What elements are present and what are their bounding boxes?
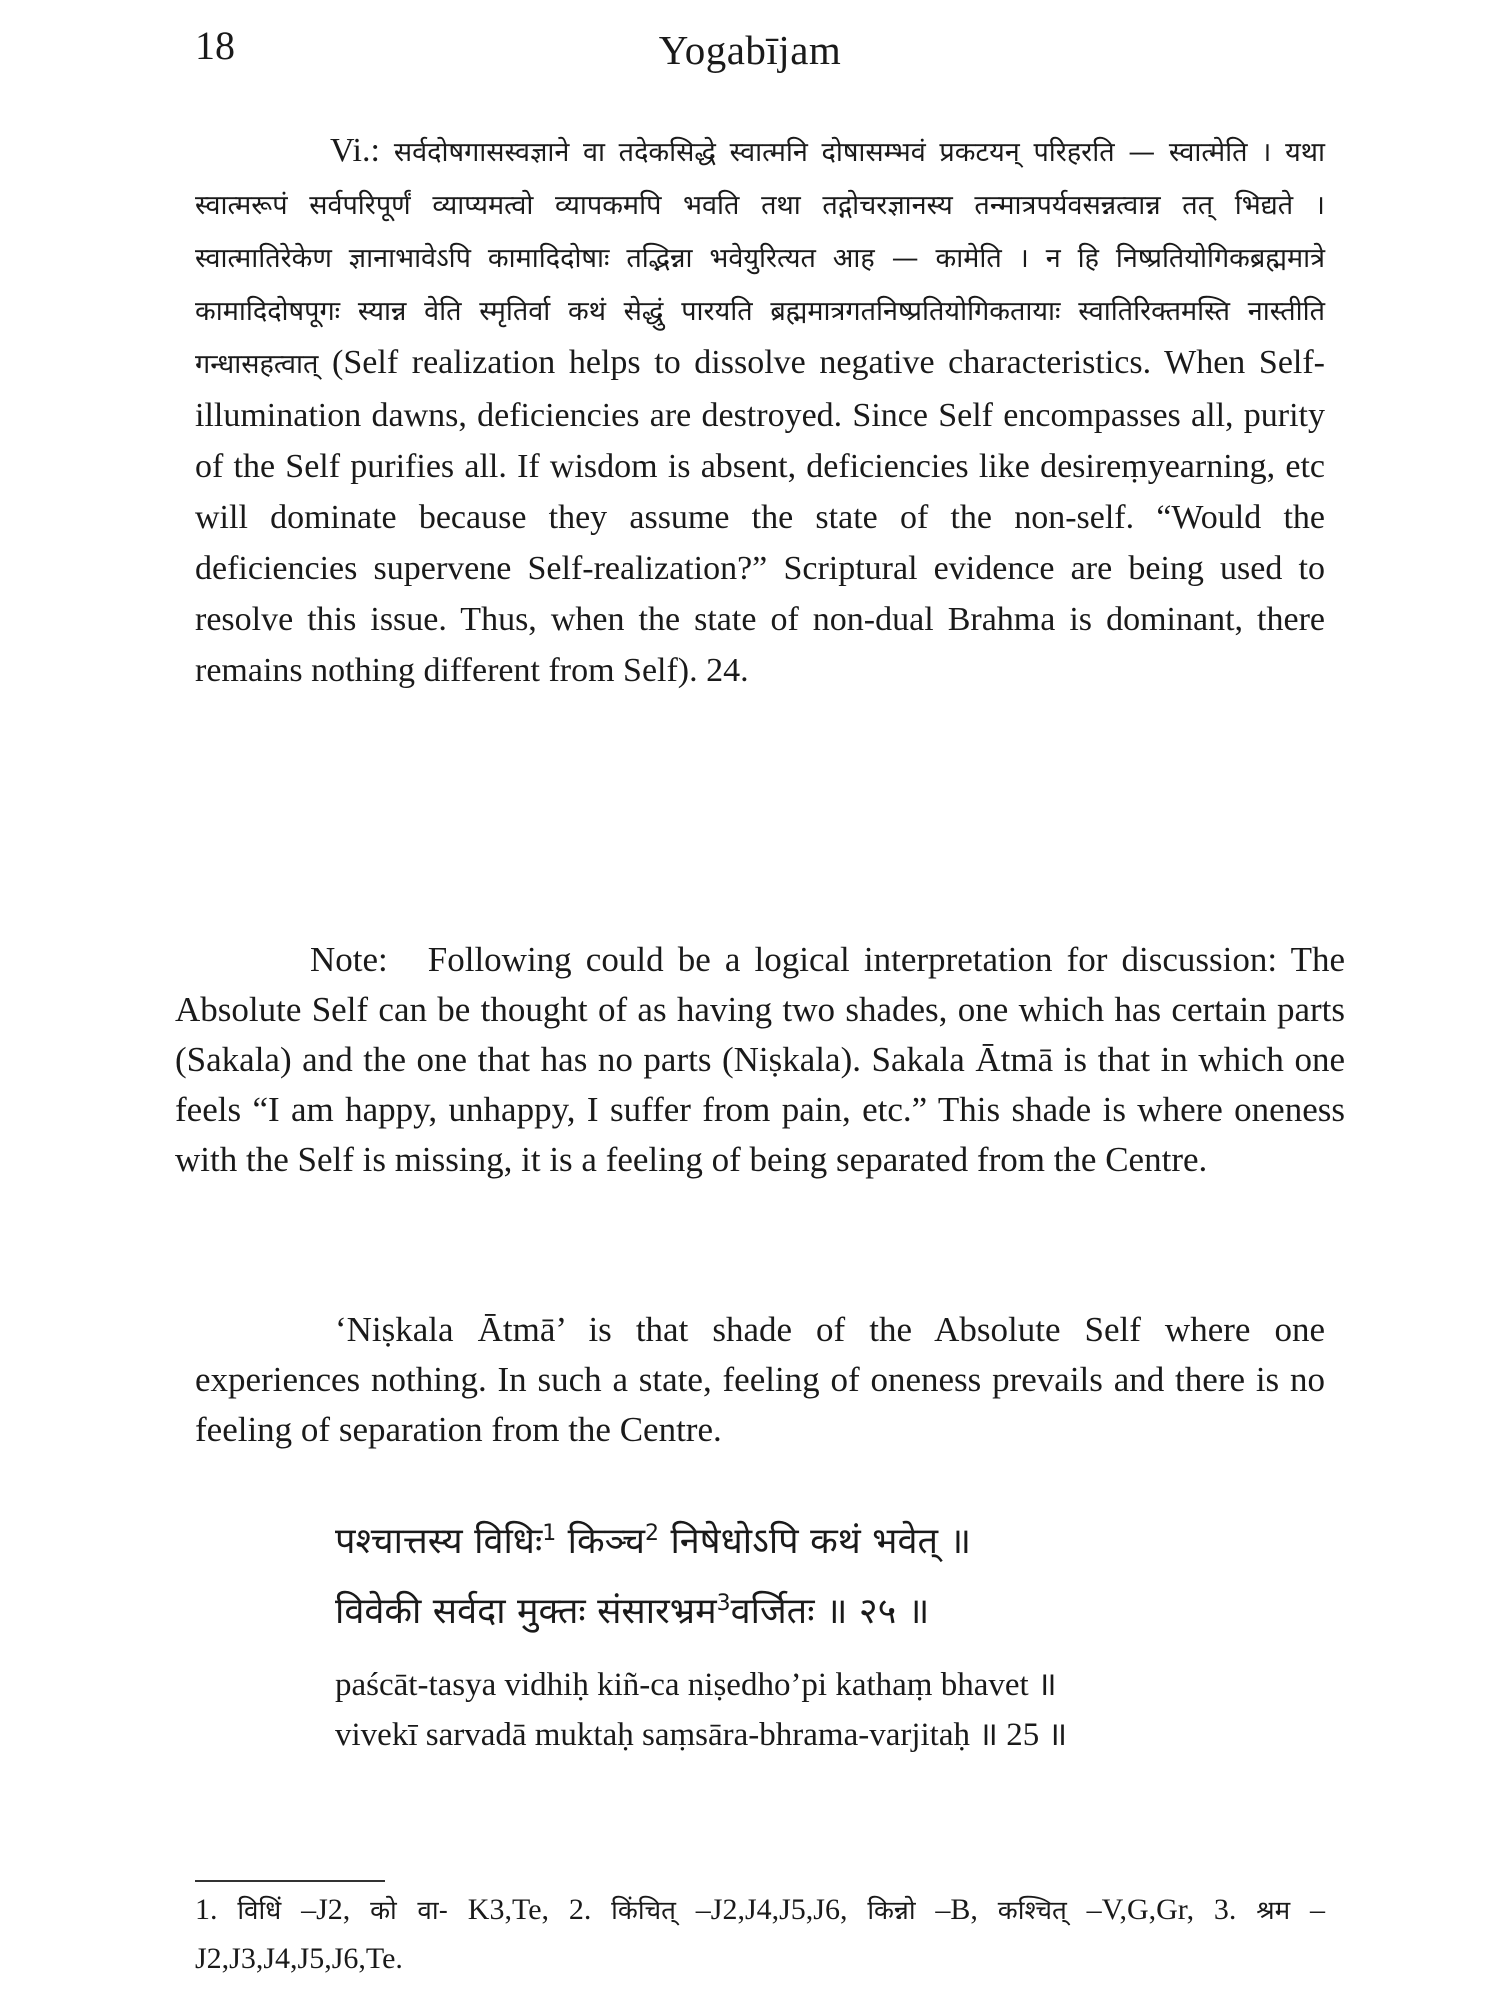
footnote-2-variant-a: किंचित् — [611, 1896, 676, 1926]
verse-line-2-part-a: विवेकी सर्वदा मुक्तः संसारभ्रम — [335, 1591, 717, 1632]
commentary-label: Vi.: — [330, 132, 380, 169]
page-number: 18 — [195, 23, 235, 68]
verse-line-2 — [335, 1585, 929, 1634]
footnote-2-source-c: –V,G,Gr, — [1086, 1893, 1195, 1926]
footnote-3-variant-a: श्रम — [1256, 1896, 1291, 1926]
note-paragraph — [175, 935, 1345, 1185]
footnote-2-variant-b: किन्नो — [867, 1896, 916, 1926]
verse-transliteration-1: paścāt-tasya vidhiḥ kiñ-ca niṣedho’pi kathaṃ bhavet ॥ — [335, 1667, 1057, 1703]
verse-line-1 — [335, 1515, 971, 1564]
footnote-2-source-b: –B, — [935, 1893, 978, 1926]
footnote-2-number: 2. — [568, 1893, 592, 1926]
niskala-text: ‘Niṣkala Ātmā’ is that shade of the Absolute Self where one experiences nothing. In such a state, feeling of oneness prevails and there is no feeling of separation from the Centre. — [195, 1310, 1325, 1449]
footnote-2-source-a: –J2,J4,J5,J6, — [695, 1893, 848, 1926]
footnote-1-number: 1. — [195, 1893, 218, 1926]
commentary-sanskrit: सर्वदोषगासस्वज्ञाने वा तदेकसिद्धे स्वात्मनि दोषासम्भवं प्रकटयन् परिहरति — स्वात्मेति । यथा स्वात्मरूपं सर्वपरिपूर्णं व्याप्यमत्वो व्यापकमपि भवति तथा तद्गोचरज्ञानस्य तन्मात्रपर्यवसन्नत्वान्न तत् भिद्यते । स्वात्मातिरेकेण ज्ञानाभावेऽपि कामादिदोषाः तद्भिन्ना भवेयुरित्यत आह — कामेति । न हि निष्प्रतियोगिकब्रह्ममात्रे कामादिदोषपूगः स्यान्न वेति स्मृतिर्वा कथं सेद्धुं पारयति ब्रह्ममात्रगतनिष्प्रतियोगिकतायाः स्वातिरिक्तमस्ति नास्तीति गन्धासहत्वात् — [195, 137, 1325, 380]
verse-line-2-part-b: वर्जितः ॥ २५ ॥ — [730, 1591, 930, 1632]
verse-line-1-part-c: निषेधोऽपि कथं भवेत् ॥ — [659, 1521, 972, 1562]
footnote-1-source-b: K3,Te, — [467, 1893, 550, 1926]
verse-line-1-part-b: किञ्च — [556, 1521, 646, 1562]
footnote-ref-1: 1 — [542, 1521, 557, 1546]
footnote-ref-2: 2 — [645, 1521, 660, 1546]
footnote-3-source-a: –J2,J3,J4,J5,J6,Te. — [195, 1893, 1326, 1975]
running-title: Yogabījam — [658, 27, 842, 73]
verse-line-1-part-a: पश्चात्तस्य विधिः — [335, 1521, 543, 1562]
footnotes — [195, 1886, 1325, 1983]
footnote-1-variant-b: को वा- — [370, 1896, 448, 1926]
commentary-paragraph — [195, 125, 1325, 696]
footnote-3-number: 3. — [1213, 1893, 1237, 1926]
note-text: Following could be a logical interpretation for discussion: The Absolute Self can be thought of as having two shades, one which has certain parts (Sakala) and the one that has no parts (Niṣkala). Sakala Ātmā is that in which one feels “I am happy, unhappy, I suffer from pain, etc.” This shade is where oneness with the Self is missing, it is a feeling of being separated from the Centre. — [175, 940, 1345, 1179]
footnote-1-source-a: –J2, — [301, 1893, 351, 1926]
footnote-1-variant-a: विधिं — [237, 1896, 282, 1926]
footnote-2-variant-c: कश्चित् — [997, 1896, 1067, 1926]
niskala-paragraph — [195, 1305, 1325, 1455]
note-label: Note: — [310, 940, 388, 979]
footnote-divider — [195, 1880, 385, 1882]
commentary-english: (Self realization helps to dissolve negative characteristics. When Self-illumination dawns, deficiencies are destroyed. Since Self encompasses all, purity of the Self purifies all. If wisdom is absent, deficiencies like desireṃyearning, etc will dominate because they assume the state of the non-self. “Would the deficiencies supervene Self-realization?” Scriptural evidence are being used to resolve this issue. Thus, when the state of non-dual Brahma is dominant, there remains nothing different from Self). 24. — [195, 344, 1326, 689]
footnote-ref-3: 3 — [716, 1591, 731, 1616]
verse-transliteration-2: vivekī sarvadā muktaḥ saṃsāra-bhrama-varjitaḥ ॥ 25 ॥ — [335, 1717, 1068, 1753]
